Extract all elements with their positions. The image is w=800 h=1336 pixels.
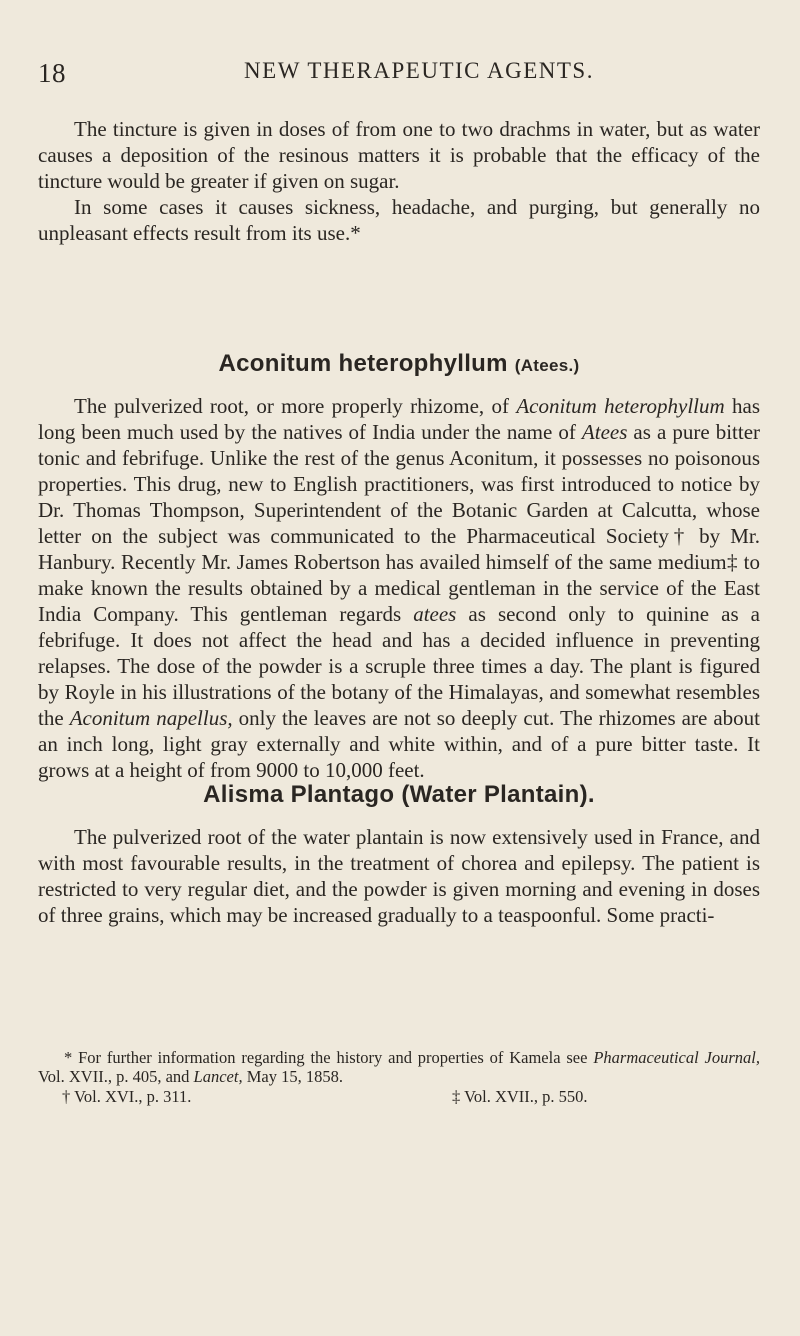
aconitum-section <box>38 349 760 783</box>
footnote-star-text-2: Vol. XVII., p. 405, and <box>38 1067 194 1086</box>
alisma-heading-qualifier: (Water Plantain). <box>401 781 595 808</box>
intro-paragraph-1: The tincture is given in doses of from one to two drachms in water, but as water causes a deposition of the resinous matters it is probable that the efficacy of the tincture would be greater if given on sugar. <box>38 117 760 193</box>
running-head <box>38 58 760 92</box>
intro-paragraph-2: In some cases it causes sickness, headache, and purging, but generally no unpleasant effects result from its use.* <box>38 195 760 245</box>
aconitum-italic-species: Aconitum heterophyllum <box>516 394 725 418</box>
footnote-star <box>38 1048 760 1086</box>
aconitum-italic-napellus: Aconitum napellus, <box>69 706 233 730</box>
aconitum-italic-atees: Atees <box>581 420 628 444</box>
aconitum-text-4: as second only to quinine as a febrifuge. It does not affect the head and has a decided influence in preventing relapses. The dose of the powder is a scruple three times a day. The plant is figured by Royle in his illustrations of the botany of the Himalayas, and somewhat resembles the <box>38 602 760 730</box>
footnote-double-dagger: ‡ Vol. XVII., p. 550. <box>452 1087 588 1106</box>
alisma-heading <box>38 780 760 810</box>
intro-section <box>38 116 760 246</box>
aconitum-text-3: as a pure bitter tonic and febrifuge. Unlike the rest of the genus Aconitum, it possesses no poisonous properties. This drug, new to English practitioners, was first introduced to notice by Dr. Thomas Thompson, Superintendent of the Botanic Garden at Calcutta, whose letter on the subject was communicated to the Pharmaceutical Society† by Mr. Hanbury. Recently Mr. James Robertson has availed himself of the same medium‡ to make known the results obtained by a medical gentleman in the service of the East India Company. This gentleman regards <box>38 420 761 626</box>
footnote-star-lancet: Lancet, <box>193 1067 243 1086</box>
aconitum-text-2: has long been much used by the natives of India under the name of <box>38 394 760 444</box>
aconitum-italic-atees-lower: atees <box>413 602 457 626</box>
running-title: NEW THERAPEUTIC AGENTS. <box>244 58 594 83</box>
footnote-row <box>38 1087 760 1106</box>
aconitum-heading <box>38 349 760 381</box>
footnote-star-text-1: * For further information regarding the history and properties of Kamela see <box>64 1048 594 1067</box>
footnote-star-journal: Pharmaceutical Journal, <box>593 1048 761 1067</box>
aconitum-heading-qualifier: (Atees.) <box>514 356 580 375</box>
aconitum-heading-title: Aconitum heterophyllum <box>218 350 508 377</box>
aconitum-text-5: only the leaves are not so deeply cut. The rhizomes are about an inch long, light gray externally and white within, and of a pure bitter taste. It grows at a height of from 9000 to 10,000 feet. <box>38 706 760 782</box>
aconitum-paragraph <box>38 393 760 783</box>
footnote-dagger: † Vol. XVI., p. 311. <box>62 1087 192 1106</box>
page-number: 18 <box>38 58 66 88</box>
aconitum-text-1: The pulverized root, or more properly rhizome, of <box>74 394 517 418</box>
footnote-star-text-3: May 15, 1858. <box>242 1067 343 1086</box>
alisma-section <box>38 780 760 928</box>
alisma-heading-title: Alisma Plantago <box>203 781 395 808</box>
alisma-paragraph: The pulverized root of the water plantain is now extensively used in France, and with most favourable results, in the treatment of chorea and epilepsy. The patient is restricted to very regular diet, and the powder is given morning and evening in doses of three grains, which may be increased gradually to a teaspoonful. Some practi- <box>38 825 760 927</box>
footnotes <box>38 1048 760 1106</box>
